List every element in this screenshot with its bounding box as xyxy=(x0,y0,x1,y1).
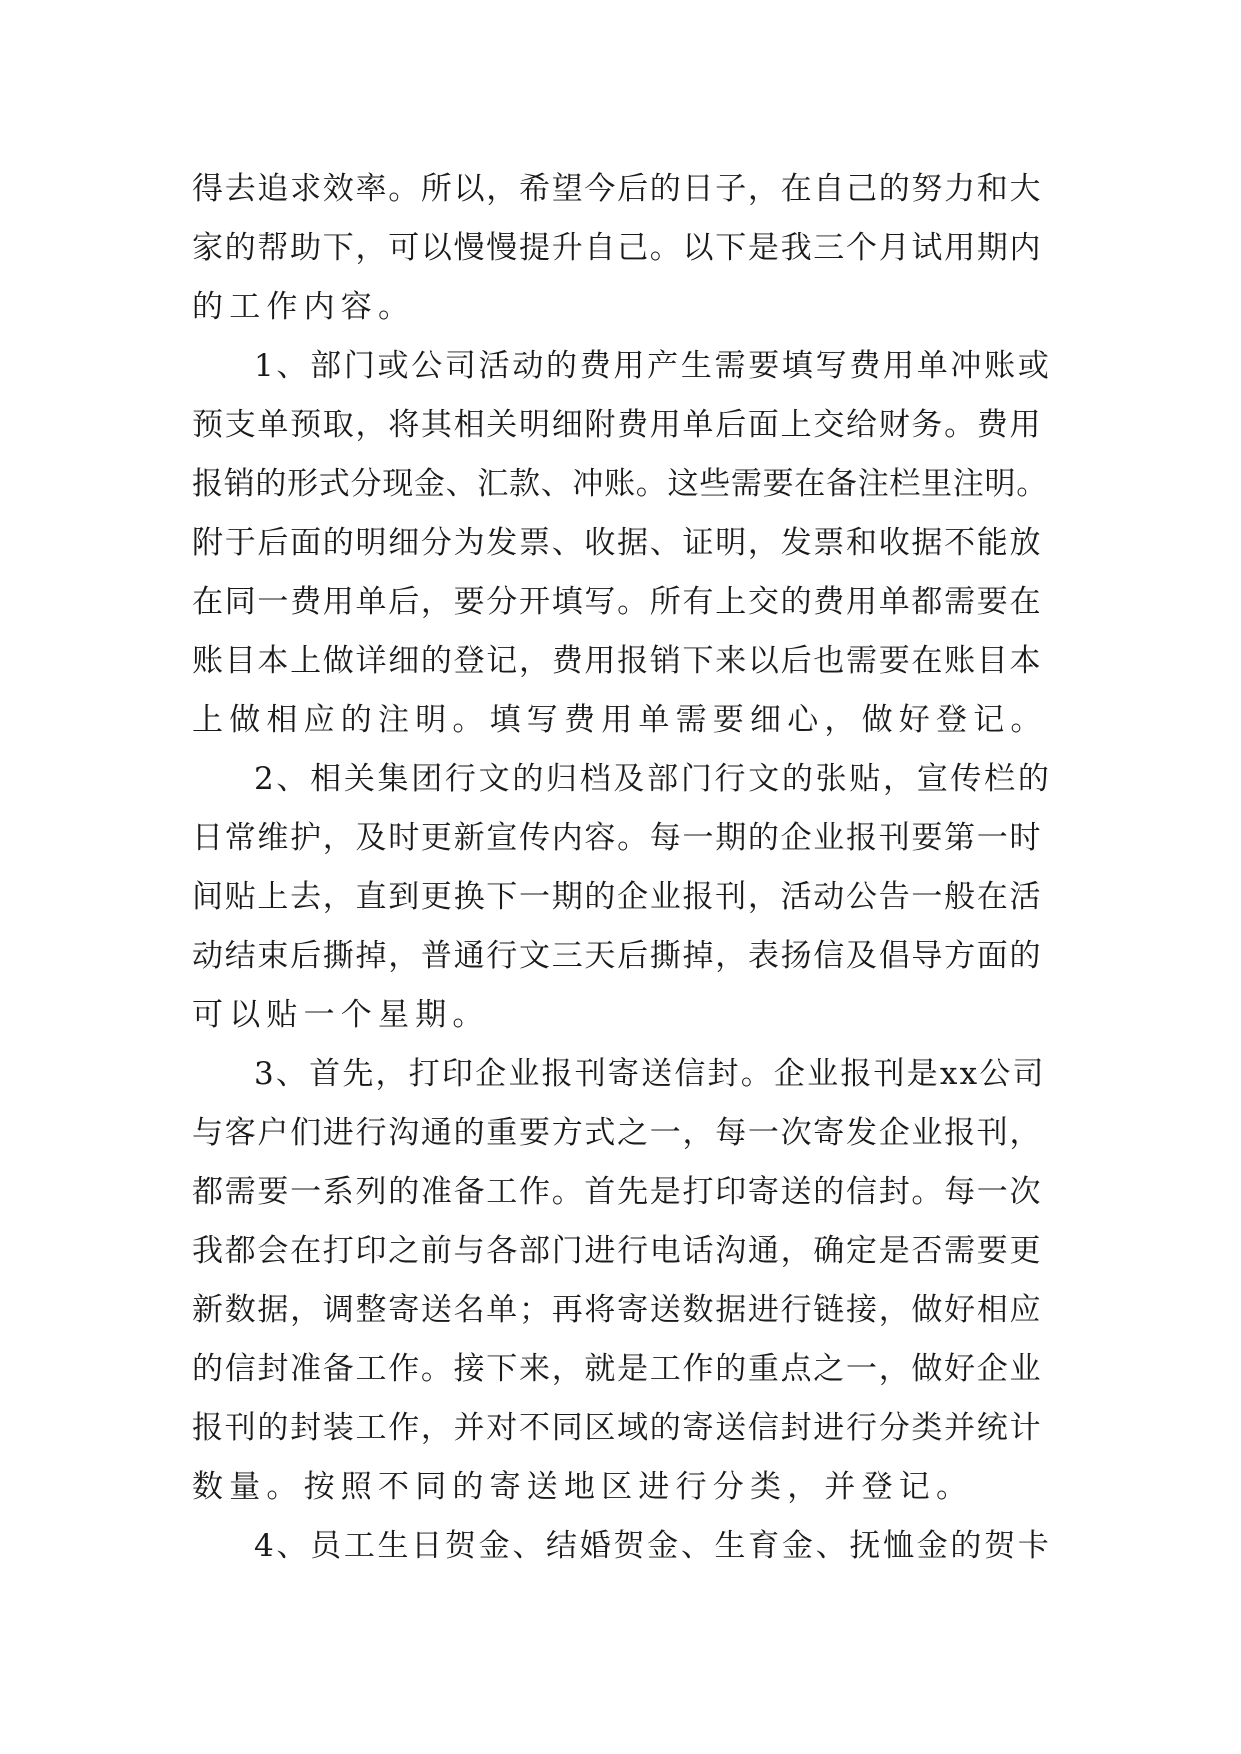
text-line: 预支单预取，将其相关明细附费用单后面上交给财务。费用 xyxy=(192,407,1043,443)
text-line: 报销的形式分现金、汇款、冲账。这些需要在备注栏里注明。 xyxy=(192,466,1048,502)
text-line: 间贴上去，直到更换下一期的企业报刊，活动公告一般在活 xyxy=(192,879,1043,915)
text-line: 上做相应的注明。填写费用单需要细心，做好登记。 xyxy=(192,702,1048,738)
text-line: 动结束后撕掉，普通行文三天后撕掉，表扬信及倡导方面的 xyxy=(192,938,1043,974)
text-line: 的信封准备工作。接下来，就是工作的重点之一，做好企业 xyxy=(192,1351,1043,1387)
text-line: 附于后面的明细分为发票、收据、证明，发票和收据不能放 xyxy=(192,525,1043,561)
text-line: 与客户们进行沟通的重要方式之一，每一次寄发企业报刊， xyxy=(192,1115,1043,1151)
text-line: 我都会在打印之前与各部门进行电话沟通，确定是否需要更 xyxy=(192,1233,1043,1269)
body-text xyxy=(192,160,1054,1576)
text-line: 都需要一系列的准备工作。首先是打印寄送的信封。每一次 xyxy=(192,1174,1043,1210)
text-line: 在同一费用单后，要分开填写。所有上交的费用单都需要在 xyxy=(192,584,1043,620)
paragraph-1-start: 1、部门或公司活动的费用产生需要填写费用单冲账或 xyxy=(254,348,1052,384)
paragraph-4-start: 4、员工生日贺金、结婚贺金、生育金、抚恤金的贺卡 xyxy=(254,1528,1052,1564)
text-line: 的工作内容。 xyxy=(192,289,416,325)
text-line: 报刊的封装工作，并对不同区域的寄送信封进行分类并统计 xyxy=(192,1410,1043,1446)
text-line: 日常维护，及时更新宣传内容。每一期的企业报刊要第一时 xyxy=(192,820,1043,856)
text-line: 账目本上做详细的登记，费用报销下来以后也需要在账目本 xyxy=(192,643,1043,679)
paragraph-2-start: 2、相关集团行文的归档及部门行文的张贴，宣传栏的 xyxy=(254,761,1052,797)
text-line: 得去追求效率。所以，希望今后的日子，在自己的努力和大 xyxy=(192,171,1043,207)
paragraph-3-start: 3、首先，打印企业报刊寄送信封。企业报刊是xx公司 xyxy=(254,1056,1046,1092)
text-line: 可以贴一个星期。 xyxy=(192,997,490,1033)
text-line: 家的帮助下，可以慢慢提升自己。以下是我三个月试用期内 xyxy=(192,230,1043,266)
text-line: 数量。按照不同的寄送地区进行分类，并登记。 xyxy=(192,1469,974,1505)
text-line: 新数据，调整寄送名单；再将寄送数据进行链接，做好相应 xyxy=(192,1292,1043,1328)
